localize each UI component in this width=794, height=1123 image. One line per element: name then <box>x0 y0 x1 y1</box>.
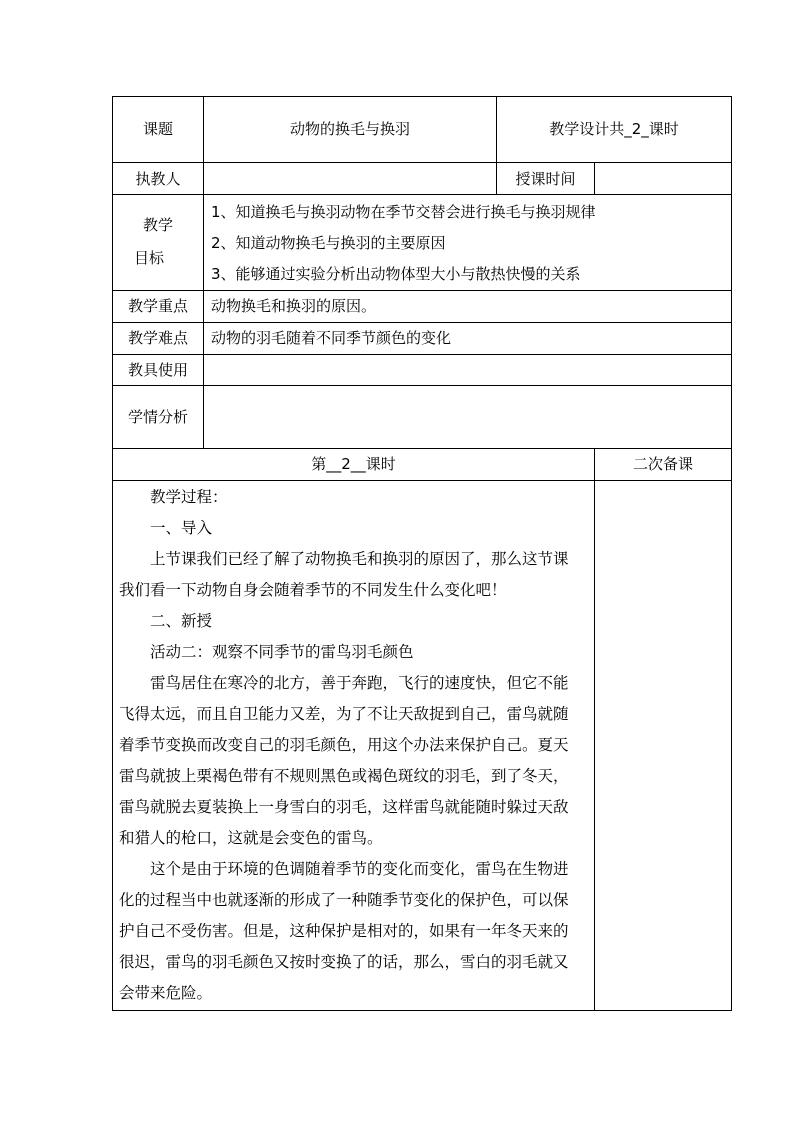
difficulty-label: 教学难点 <box>127 329 188 347</box>
row-divider <box>112 194 732 195</box>
lesson-line: 飞得太远，而且自卫能力又差，为了不让天敌捉到自己，雷鸟就随 <box>119 705 569 723</box>
row-divider <box>112 354 732 355</box>
difficulty-value: 动物的羽毛随着不同季节颜色的变化 <box>211 329 452 347</box>
row-divider <box>112 322 732 323</box>
table-border-right <box>731 96 732 1011</box>
row-divider <box>112 385 732 386</box>
lesson-line: 活动二：观察不同季节的雷鸟羽毛颜色 <box>150 643 414 661</box>
lesson-line: 护自己不受伤害。但是，这种保护是相对的，如果有一年冬天来的 <box>119 922 569 940</box>
lesson-line: 雷鸟就脱去夏装换上一身雪白的羽毛，这样雷鸟就能随时躲过天敌 <box>119 798 569 816</box>
row-divider <box>112 290 732 291</box>
analysis-label: 学情分析 <box>127 408 188 426</box>
goal-item: 2、知道动物换毛与换羽的主要原因 <box>211 234 446 252</box>
lesson-line: 教学过程： <box>150 488 228 506</box>
column-divider <box>203 96 204 448</box>
lesson-line: 雷鸟就披上栗褐色带有不规则黑色或褐色斑纹的羽毛，到了冬天， <box>119 767 569 785</box>
lesson-line: 着季节变换而改变自己的羽毛颜色，用这个办法来保护自己。夏天 <box>119 736 569 754</box>
lesson-line: 化的过程当中也就逐渐的形成了一种随季节变化的保护色，可以保 <box>119 891 569 909</box>
lesson-line: 会带来危险。 <box>119 984 213 1002</box>
table-border-bottom <box>112 1010 732 1011</box>
key-point-value: 动物换毛和换羽的原因。 <box>211 297 377 315</box>
lesson-line: 上节课我们已经了解了动物换毛和换羽的原因了，那么这节课 <box>150 550 569 568</box>
lesson-line: 雷鸟居住在寒冷的北方，善于奔跑，飞行的速度快，但它不能 <box>150 674 569 692</box>
lesson-line: 很迟，雷鸟的羽毛颜色又按时变换了的话，那么，雪白的羽毛就又 <box>119 953 569 971</box>
teacher-label: 执教人 <box>135 170 181 188</box>
lesson-title: 第__2__课时 <box>311 455 396 473</box>
goals-label-line1: 教学 <box>142 216 173 234</box>
time-label: 授课时间 <box>515 170 576 188</box>
goal-item: 3、能够通过实验分析出动物体型大小与散热快慢的关系 <box>211 265 581 283</box>
column-divider <box>594 448 595 1010</box>
goals-label-line2: 目标 <box>134 249 165 267</box>
column-divider <box>594 162 595 194</box>
table-border-top <box>112 96 732 97</box>
lesson-line: 和猎人的枪口，这就是会变色的雷鸟。 <box>119 829 383 847</box>
tools-label: 教具使用 <box>127 361 188 379</box>
key-point-label: 教学重点 <box>127 297 188 315</box>
row-divider <box>112 480 732 481</box>
lesson-line: 一、导入 <box>150 519 213 537</box>
second-prep-title: 二次备课 <box>632 455 693 473</box>
lesson-line: 二、新授 <box>150 612 213 630</box>
lesson-line: 我们看一下动物自身会随着季节的不同发生什么变化吧！ <box>119 581 507 599</box>
row-divider <box>112 162 732 163</box>
topic-label: 课题 <box>142 120 173 138</box>
lesson-line: 这个是由于环境的色调随着季节的变化而变化，雷鸟在生物进 <box>150 860 569 878</box>
row-divider <box>112 448 732 449</box>
topic-value: 动物的换毛与换羽 <box>289 120 410 138</box>
design-total: 教学设计共_2_课时 <box>549 120 679 138</box>
goal-item: 1、知道换毛与换羽动物在季节交替会进行换毛与换羽规律 <box>211 203 596 221</box>
